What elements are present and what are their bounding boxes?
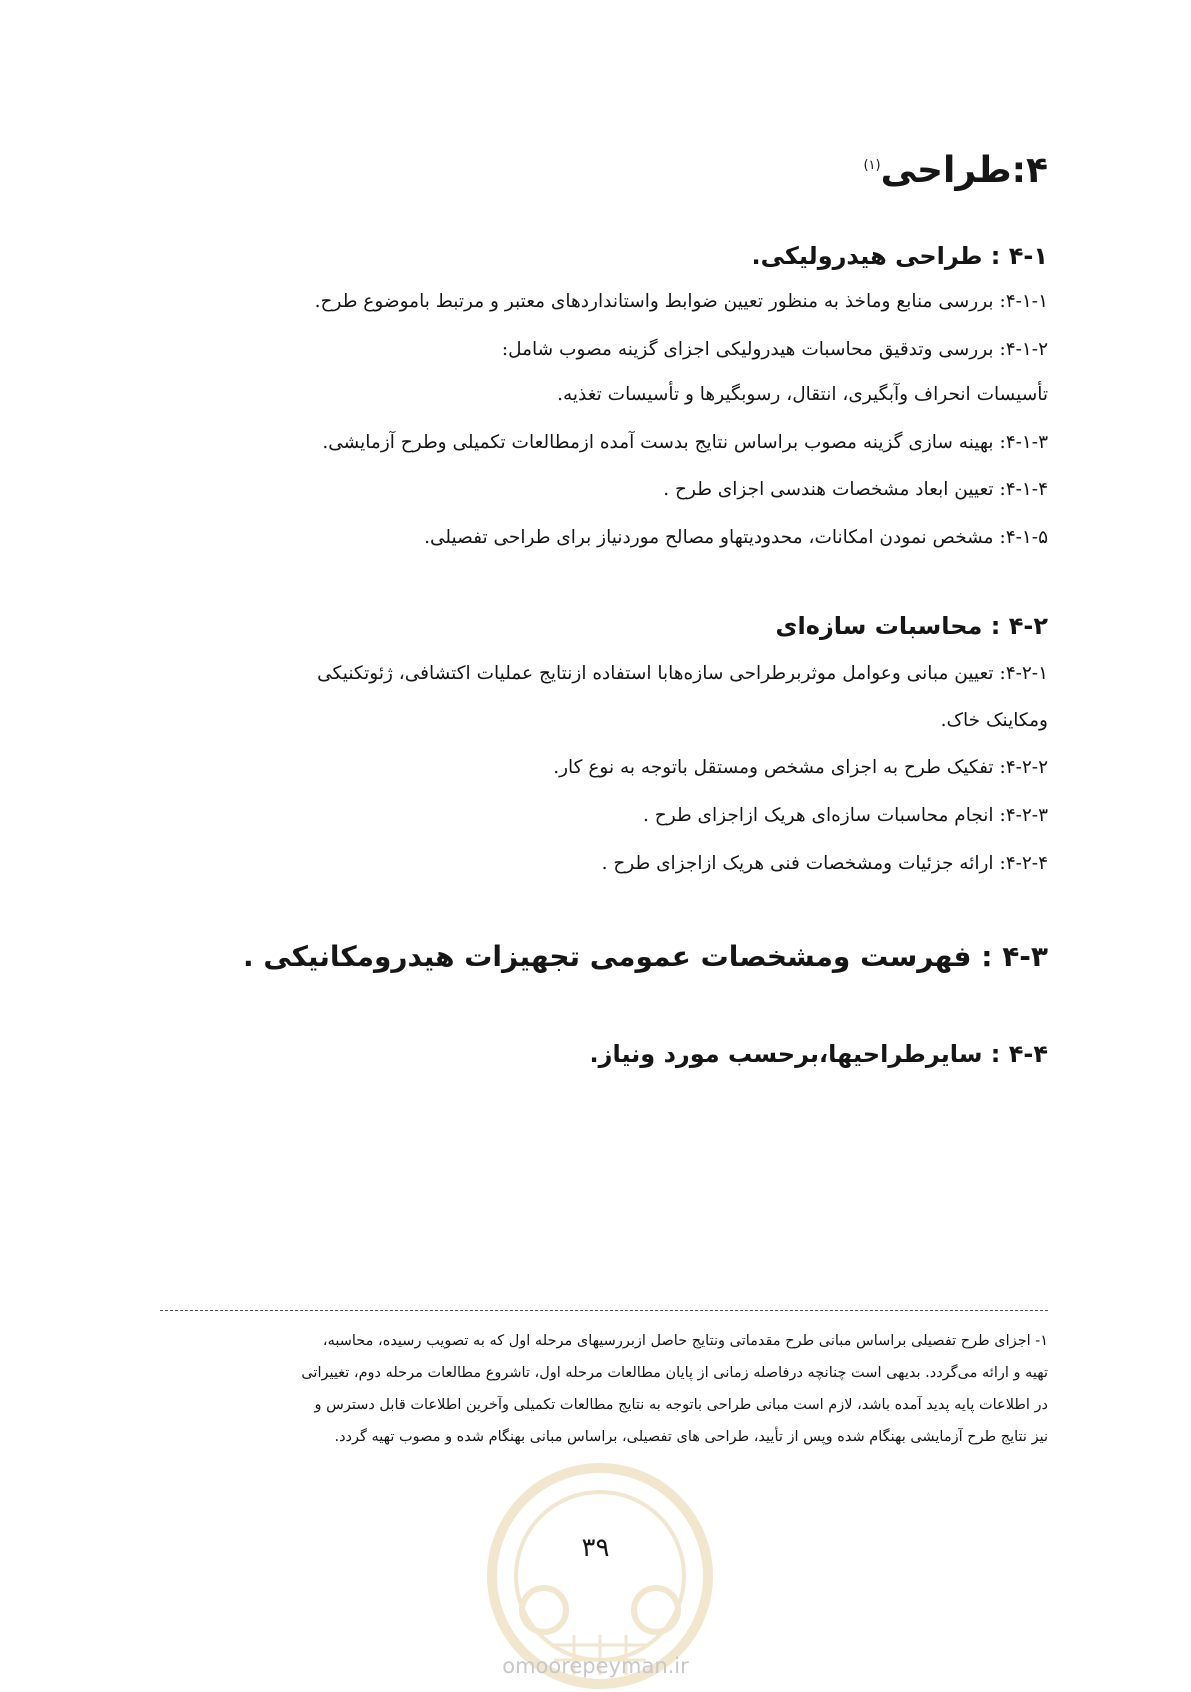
footnote-line: تهیه و ارائه می‌گردد. بدیهی است چنانچه درفاصله زمانی از پایان مطالعات مرحله اول، تاشروع مطالعات مرحله دوم، تغییراتی	[301, 1365, 1048, 1381]
footnote-divider	[160, 1310, 1048, 1311]
section-2-item: ۴-۲-۳: انجام محاسبات سازه‌ای هریک ازاجزای طرح .	[643, 805, 1048, 826]
section-2-item: ومکاینک خاک.	[940, 710, 1048, 731]
section-1-item: تأسیسات انحراف وآبگیری، انتقال، رسوبگیرها و تأسیسات تغذیه.	[557, 384, 1048, 405]
page-number: ۳۹	[581, 1533, 610, 1563]
footnote-line: در اطلاعات پایه پدید آمده باشد، لازم است مبانی طراحی باتوجه به نتایج مطالعات تکمیلی وآخرین اطلاعات قابل دسترس و	[314, 1397, 1048, 1413]
section-1-item: ۴-۱-۱: بررسی منابع وماخذ به منظور تعیین ضوابط واستانداردهای معتبر و مرتبط باموضوع طرح.	[314, 291, 1048, 312]
footnote-line: ۱- اجزای طرح تفصیلی براساس مبانی طرح مقدماتی ونتایج حاصل ازبررسیهای مرحله اول که به تصویب رسیده، محاسبه،	[322, 1333, 1048, 1349]
main-heading	[160, 150, 1048, 191]
section-2-item: ۴-۲-۴: ارائه جزئیات ومشخصات فنی هریک ازاجزای طرح .	[601, 853, 1048, 874]
section-1-item: ۴-۱-۴: تعیین ابعاد مشخصات هندسی اجزای طرح .	[663, 479, 1048, 500]
footnote-line: نیز نتایج طرح آزمایشی بهنگام شده وپس از تأیید، طراحی های تفصیلی، براساس مبانی بهنگام شده و مصوب تهیه گردد.	[334, 1429, 1048, 1445]
section-4-title: ۴-۴ : سایرطراحیها،برحسب مورد ونیاز.	[589, 1040, 1048, 1068]
section-2-item: ۴-۲-۲: تفکیک طرح به اجزای مشخص ومستقل باتوجه به نوع کار.	[553, 757, 1048, 778]
footnote-ref: (۱)	[863, 158, 881, 173]
section-1-item: ۴-۱-۳: بهینه سازی گزینه مصوب براساس نتایج بدست آمده ازمطالعات تکمیلی وطرح آزمایشی.	[322, 432, 1048, 453]
watermark-url-text: omoorepeyman.ir	[502, 1654, 689, 1678]
section-2-title: ۴-۲ : محاسبات سازه‌ای	[775, 612, 1048, 640]
main-heading-text: ۴:طراحی	[880, 150, 1048, 191]
section-1-item: ۴-۱-۲: بررسی وتدقیق محاسبات هیدرولیکی اجزای گزینه مصوب شامل:	[501, 339, 1048, 360]
section-1-item: ۴-۱-۵: مشخص نمودن امکانات، محدودیتهاو مصالح موردنیاز برای طراحی تفصیلی.	[424, 527, 1048, 548]
section-3-title: ۴-۳ : فهرست ومشخصات عمومی تجهیزات هیدرومکانیکی .	[242, 940, 1048, 973]
watermark-url	[0, 1654, 1191, 1678]
section-1-title: ۴-۱ : طراحی هیدرولیکی.	[751, 242, 1048, 270]
section-2-item: ۴-۲-۱: تعیین مبانی وعوامل موثربرطراحی سازه‌هابا استفاده ازنتایج عملیات اکتشافی، ژئوتکنیکی	[317, 663, 1048, 684]
